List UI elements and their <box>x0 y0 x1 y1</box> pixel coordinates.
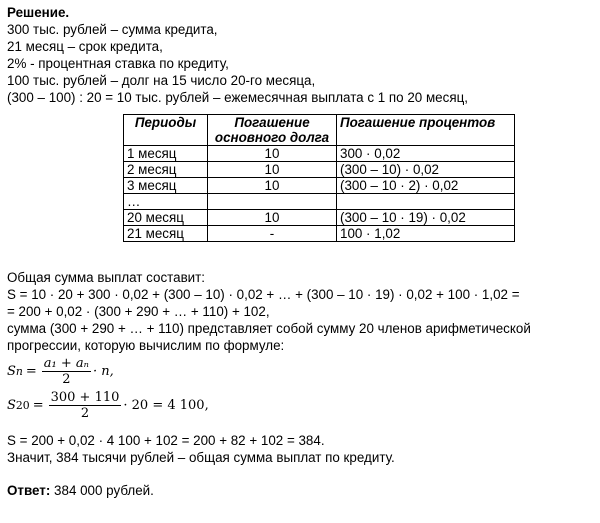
cell-principal: 10 <box>208 146 337 162</box>
cell-period: 3 месяц <box>124 178 208 194</box>
cell-principal: 10 <box>208 162 337 178</box>
header-interest: Погашение процентов <box>337 115 515 146</box>
cell-principal <box>208 194 337 210</box>
cell-interest: (300 – 10 · 2) · 0,02 <box>337 178 515 194</box>
cell-period: 1 месяц <box>124 146 208 162</box>
formula-denominator: 2 <box>62 371 71 387</box>
solution-line-1: Общая сумма выплат составит: <box>7 270 206 285</box>
cell-period: 2 месяц <box>124 162 208 178</box>
formula-sum-20 <box>7 388 597 422</box>
formula-lhs: S <box>7 363 16 379</box>
formula-lhs: S <box>7 397 16 413</box>
payments-table <box>123 114 515 242</box>
solution-line-4: сумма (300 + 290 + … + 110) представляет собой сумму 20 членов арифметической <box>7 321 531 336</box>
given-line-5: (300 – 100) : 20 = 10 тыс. рублей – ежемесячная выплата с 1 по 20 месяц, <box>7 90 468 105</box>
given-line-4: 100 тыс. рублей – долг на 15 число 20-го месяца, <box>7 73 316 88</box>
formula-denominator: 2 <box>80 405 90 421</box>
cell-interest: 100 · 1,02 <box>337 226 515 242</box>
cell-interest <box>337 194 515 210</box>
formula-tail: · n, <box>92 363 114 379</box>
cell-interest: (300 – 10 · 19) · 0,02 <box>337 210 515 226</box>
formula-numerator: 300 + 110 <box>50 389 120 405</box>
formula-lhs-sub: n <box>15 364 23 378</box>
solution-heading: Решение. <box>7 5 70 20</box>
formula-lhs-sub: 20 <box>15 398 30 412</box>
cell-period: 21 месяц <box>124 226 208 242</box>
formula-tail: · 20 = 4 100, <box>123 397 209 413</box>
table-row <box>124 178 515 194</box>
cell-period: 20 месяц <box>124 210 208 226</box>
formula-eq: = <box>32 397 44 413</box>
given-line-2: 21 месяц – срок кредита, <box>7 39 163 54</box>
formula-fraction <box>42 356 91 387</box>
solution-line-5: прогрессии, которую вычислим по формуле: <box>7 338 285 353</box>
solution-line-2: S = 10 · 20 + 300 · 0,02 + (300 – 10) · 0,02 + … + (300 – 10 · 19) · 0,02 + 100 · 1,02 = <box>7 287 520 302</box>
formula-numerator: a₁ + aₙ <box>43 355 89 371</box>
table-header-row <box>124 115 515 146</box>
answer-value: 384 000 рублей. <box>50 483 154 498</box>
result-line-1: S = 200 + 0,02 · 4 100 + 102 = 200 + 82 + 102 = 384. <box>7 433 325 448</box>
answer-label: Ответ: <box>7 483 51 498</box>
table-row <box>124 210 515 226</box>
cell-period: … <box>124 194 208 210</box>
formula-sum-general <box>7 354 597 388</box>
header-principal: Погашение основного долга <box>208 115 337 146</box>
solution-line-3: = 200 + 0,02 · (300 + 290 + … + 110) + 102, <box>7 304 270 319</box>
table-row <box>124 162 515 178</box>
formula-eq: = <box>25 363 37 379</box>
answer-line <box>7 482 597 499</box>
given-line-3: 2% - процентная ставка по кредиту, <box>7 56 229 71</box>
formula-fraction <box>49 390 122 421</box>
table-row <box>124 226 515 242</box>
header-periods: Периоды <box>124 115 208 146</box>
given-line-1: 300 тыс. рублей – сумма кредита, <box>7 22 218 37</box>
cell-interest: (300 – 10) · 0,02 <box>337 162 515 178</box>
table-row <box>124 146 515 162</box>
cell-interest: 300 · 0,02 <box>337 146 515 162</box>
cell-principal: 10 <box>208 210 337 226</box>
cell-principal: - <box>208 226 337 242</box>
solution-document <box>7 4 597 499</box>
table-row <box>124 194 515 210</box>
result-line-2: Значит, 384 тысячи рублей – общая сумма выплат по кредиту. <box>7 450 395 465</box>
cell-principal: 10 <box>208 178 337 194</box>
